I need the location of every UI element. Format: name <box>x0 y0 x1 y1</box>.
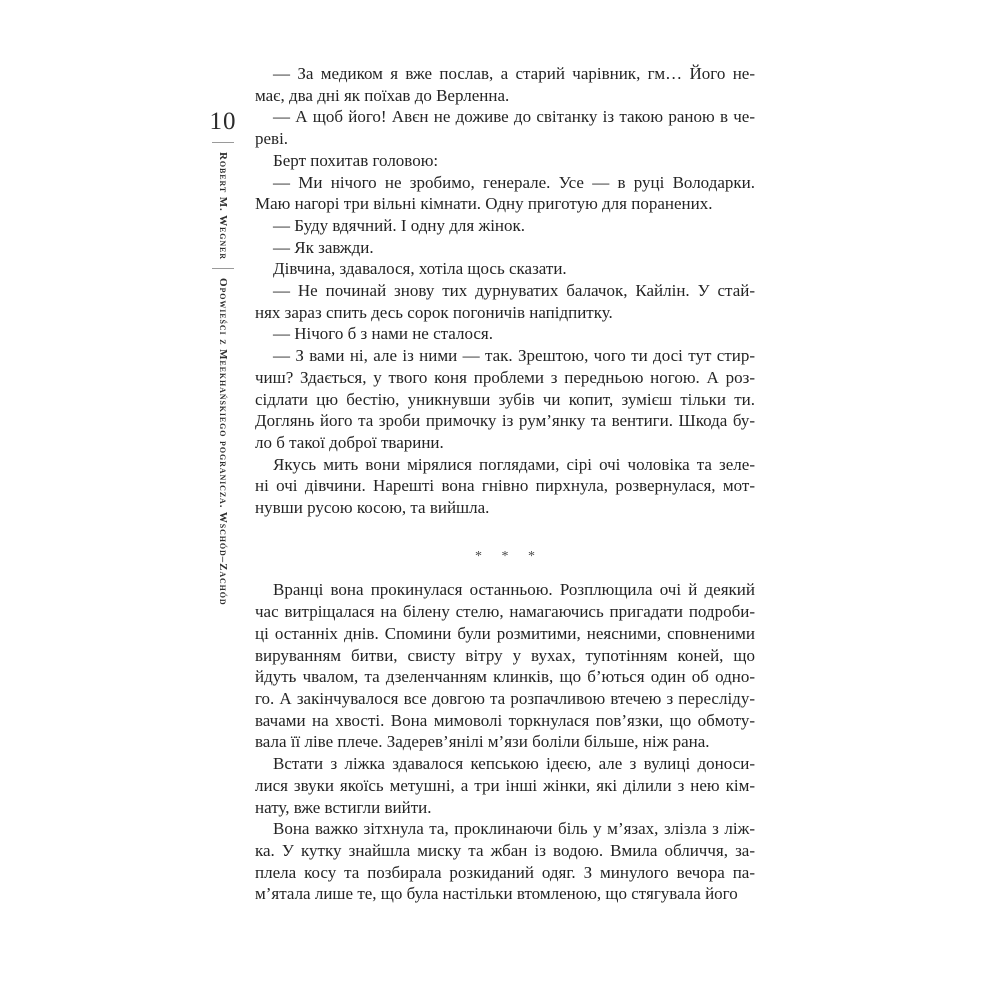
text-line: Доглянь його та зроби примочку із рум’янку та вентиги. Шкода бу- <box>255 411 755 431</box>
rail-divider <box>212 142 234 143</box>
text-line: — Як завжди. <box>273 237 374 257</box>
paragraph <box>255 215 755 237</box>
text-line: Якусь мить вони мірялися поглядами, сірі очі чоловіка та зеле- <box>273 454 755 474</box>
text-line: вачами на хвості. Вона мимоволі торкнулася пов’язки, що обмоту- <box>255 710 755 730</box>
paragraph <box>255 106 755 149</box>
paragraph <box>255 150 755 172</box>
text-line: — За медиком я вже послав, а старий чарівник, гм… Його не- <box>273 64 755 83</box>
paragraph <box>255 258 755 280</box>
rail-divider <box>212 268 234 269</box>
paragraph <box>255 237 755 259</box>
text-line: Берт похитав головою: <box>273 150 439 170</box>
paragraph <box>255 323 755 345</box>
running-head-author: Robert M. Wegner <box>217 151 229 260</box>
running-head-series-title: Opowieści z Meekhańskiego pogranicza. Wschód–Zachód <box>217 278 229 607</box>
text-line: ло б такої доброї тварини. <box>255 432 444 452</box>
text-line: плела косу та позбирала розкиданий одяг. З минулого вечора па- <box>255 862 755 882</box>
text-line: ці останніх днів. Спомини були розмитими, неясними, сповненими <box>255 623 755 643</box>
text-line: Встати з ліжка здавалося кепською ідеєю, але з вулиці доноси- <box>273 754 755 774</box>
text-line: нату, вже встигли вийти. <box>255 797 432 817</box>
text-line: — З вами ні, але із ними — так. Зрештою, чого ти досі тут стир- <box>273 346 755 366</box>
paragraph <box>255 818 755 905</box>
text-line: Вранці вона прокинулася останньою. Розплющила очі й деякий <box>273 580 755 600</box>
text-line: Дівчина, здавалося, хотіла щось сказати. <box>273 259 567 279</box>
paragraph <box>255 280 755 323</box>
paragraph <box>255 172 755 215</box>
text-line: вируванням битви, свисту вітру у вухах, тупотінням коней, що <box>255 645 755 665</box>
paragraph <box>255 579 755 753</box>
text-line: нях зараз спить десь сорок погоничів напідпитку. <box>255 302 613 322</box>
text-line: м’ятала лише те, що була настільки втомленою, що стягувала його <box>255 884 738 904</box>
page-number: 10 <box>209 108 237 135</box>
text-line: лися звуки якоїсь метушні, а три інші жінки, які ділили з нею кім- <box>255 775 755 795</box>
page-text <box>255 63 755 905</box>
text-line: Маю нагорі три вільні кімнати. Одну приготую для поранених. <box>255 194 713 214</box>
text-line: чиш? Здається, у твого коня проблеми з передньою ногою. А роз- <box>255 367 755 387</box>
text-line: має, два дні як поїхав до Верленна. <box>255 85 510 105</box>
text-line: — А щоб його! Авєн не доживе до світанку із такою раною в че- <box>273 107 755 127</box>
paragraph <box>255 753 755 818</box>
paragraph <box>255 63 755 106</box>
text-line: ка. У кутку знайшла миску та жбан із водою. Вмила обличчя, за- <box>255 840 755 860</box>
text-line: час витріщалася на білену стелю, намагаючись пригадати подроби- <box>255 602 755 622</box>
section-break: * * * <box>475 548 543 564</box>
paragraph <box>255 454 755 519</box>
text-line: — Буду вдячний. І одну для жінок. <box>273 215 526 235</box>
text-line: — Ми нічого не зробимо, генерале. Усе — в руці Володарки. <box>273 172 755 192</box>
text-line: ні очі дівчини. Нарешті вона гнівно пирхнула, розвернулася, мот- <box>255 476 755 496</box>
text-line: реві. <box>255 129 289 149</box>
paragraph <box>255 345 755 454</box>
text-line: вала її ліве плече. Задерев’янілі м’язи боліли більше, ніж рана. <box>255 732 710 752</box>
text-line: сідлати цю бестію, уникнувши зубів чи копит, зумієш тільки ти. <box>255 389 755 409</box>
text-line: — Не починай знову тих дурнуватих балачок, Кайлін. У стай- <box>273 281 755 301</box>
text-line: йдуть чвалом, та дзеленчанням клинків, що б’ються один об одно- <box>255 667 755 687</box>
text-line: Вона важко зітхнула та, проклинаючи біль у м’язах, злізла з ліж- <box>273 819 755 839</box>
text-line: нувши русою косою, та вийшла. <box>255 498 490 518</box>
text-line: го. А закінчувалося все довгою та розпачливою втечею з пересліду- <box>255 688 755 708</box>
text-line: — Нічого б з нами не сталося. <box>273 324 494 344</box>
margin-rail <box>204 108 242 606</box>
